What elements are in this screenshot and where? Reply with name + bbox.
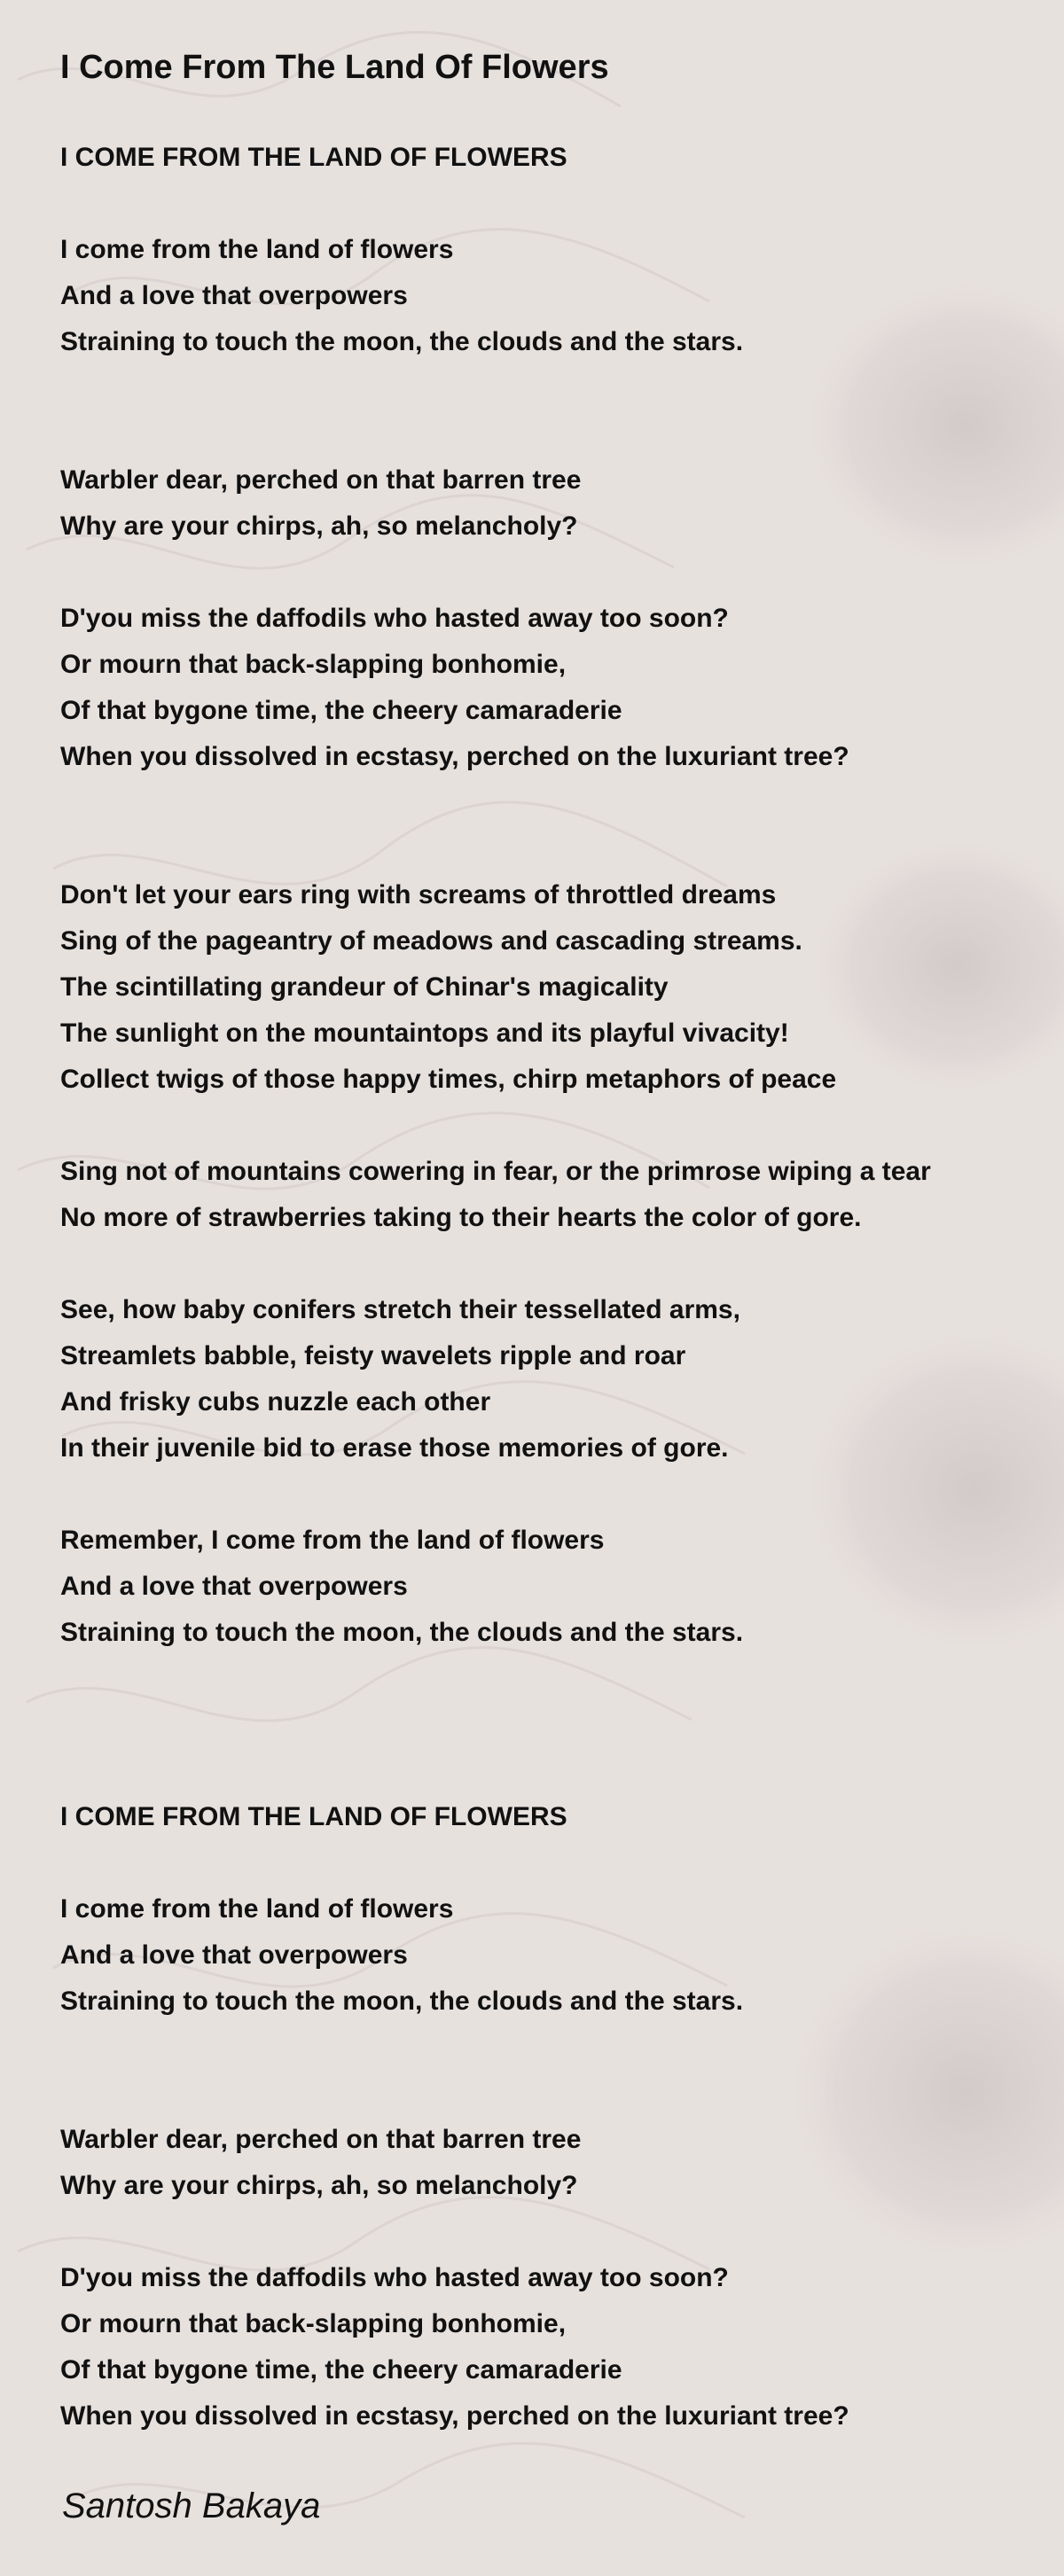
poem-line: The sunlight on the mountaintops and its playful vivacity! [60, 1019, 789, 1048]
poem-line: Remember, I come from the land of flowers [60, 1526, 605, 1555]
poem-line: In their juvenile bid to erase those memories of gore. [60, 1433, 729, 1463]
poem-line: I come from the land of flowers [60, 1894, 454, 1924]
poem-line: The scintillating grandeur of Chinar's magicality [60, 972, 669, 1002]
poem-line: Sing of the pageantry of meadows and cascading streams. [60, 926, 802, 956]
poem-line: Why are your chirps, ah, so melancholy? [60, 2171, 578, 2200]
poem-line: Streamlets babble, feisty wavelets ripple and roar [60, 1341, 686, 1370]
poem-line: Straining to touch the moon, the clouds and the stars. [60, 1987, 744, 2016]
poem-line: Of that bygone time, the cheery camaraderie [60, 696, 622, 725]
poem-line: Straining to touch the moon, the clouds and the stars. [60, 1618, 744, 1647]
poem-line: See, how baby conifers stretch their tessellated arms, [60, 1295, 740, 1324]
poem-line: And a love that overpowers [60, 1572, 408, 1601]
poem-line: Straining to touch the moon, the clouds and the stars. [60, 327, 744, 356]
poem-heading: I COME FROM THE LAND OF FLOWERS [60, 1802, 567, 1831]
poem-line: When you dissolved in ecstasy, perched on the luxuriant tree? [60, 2401, 849, 2431]
poem-line: Warbler dear, perched on that barren tree [60, 2125, 582, 2154]
poem-line: No more of strawberries taking to their hearts the color of gore. [60, 1203, 862, 1232]
poem-line: Or mourn that back-slapping bonhomie, [60, 650, 567, 679]
poem-line: And frisky cubs nuzzle each other [60, 1387, 491, 1417]
poem-line: Collect twigs of those happy times, chirp metaphors of peace [60, 1065, 837, 1094]
poem-line: And a love that overpowers [60, 281, 408, 310]
poem-line: Don't let your ears ring with screams of throttled dreams [60, 880, 777, 909]
poem-line: Why are your chirps, ah, so melancholy? [60, 511, 578, 541]
poem-title: I Come From The Land Of Flowers [60, 49, 609, 86]
author-name: Santosh Bakaya [62, 2486, 321, 2525]
poem-line: Warbler dear, perched on that barren tree [60, 465, 582, 495]
poem-line: And a love that overpowers [60, 1940, 408, 1970]
poem-line: When you dissolved in ecstasy, perched on the luxuriant tree? [60, 742, 849, 771]
poem-page [60, 46, 1044, 2439]
poem-line: Of that bygone time, the cheery camaraderie [60, 2355, 622, 2385]
poem-line: D'you miss the daffodils who hasted away too soon? [60, 2263, 729, 2292]
poem-body [60, 135, 1044, 2439]
poem-line: Sing not of mountains cowering in fear, or the primrose wiping a tear [60, 1157, 931, 1186]
poem-line: Or mourn that back-slapping bonhomie, [60, 2309, 567, 2338]
poem-heading: I COME FROM THE LAND OF FLOWERS [60, 143, 567, 172]
poem-line: I come from the land of flowers [60, 235, 454, 264]
poem-line: D'you miss the daffodils who hasted away too soon? [60, 604, 729, 633]
